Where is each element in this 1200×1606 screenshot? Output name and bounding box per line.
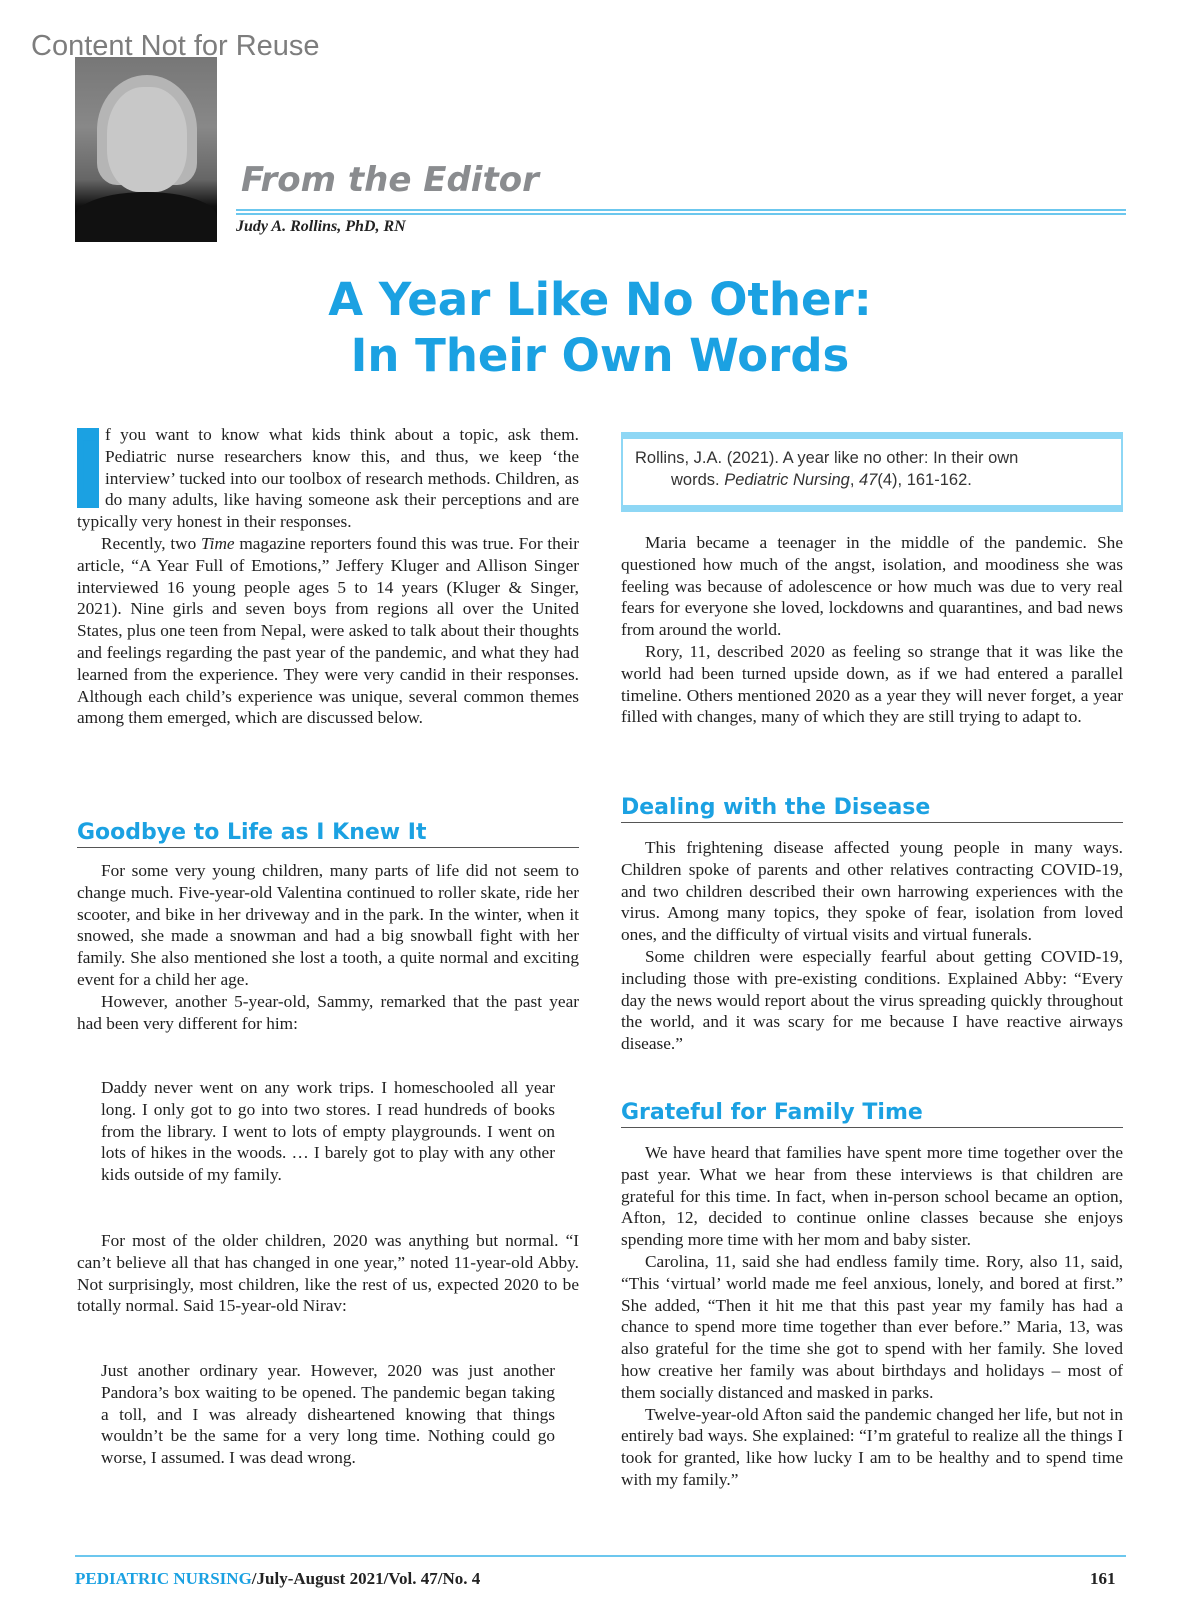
header-rule — [236, 209, 1126, 215]
article-title — [0, 272, 1200, 384]
paragraph: For most of the older children, 2020 was anything but normal. “I can’t believe all that has changed in one year,” noted 11-year-old Abby. Not surprisingly, most children, like the rest of us, expected 2020 to be totally normal. Said 15-year-old Nirav: — [77, 1231, 579, 1316]
section-1-text-2 — [77, 1230, 579, 1317]
paragraph: Maria became a teenager in the middle of the pandemic. She questioned how much of the angst, isolation, and moodiness she was feeling was because of adolescence or how much was due to very real fears for everyone she loved, lockdowns and quarantines, and bad news from around the world. — [621, 533, 1123, 640]
section-2-text — [621, 837, 1123, 1055]
citation-box: Rollins, J.A. (2021). A year like no other: In their own words. Pediatric Nursing, 47(4), 161-162. — [621, 432, 1123, 512]
footer-journal: PEDIATRIC NURSING/July-August 2021/Vol. 47/No. 4 — [75, 1569, 481, 1588]
heading-disease: Dealing with the Disease — [621, 795, 1123, 823]
heading-goodbye: Goodbye to Life as I Knew It — [77, 820, 579, 848]
drop-cap: I — [77, 427, 104, 509]
paragraph: Daddy never went on any work trips. I homeschooled all year long. I only got to go into two stores. I read hundreds of books from the library. I went to lots of empty playgrounds. I went on lots of hikes in the woods. … I barely got to play with any other kids outside of my family. — [101, 1078, 555, 1185]
intro-text — [77, 424, 579, 729]
paragraph: For some very young children, many parts of life did not seem to change much. Five-year-old Valentina continued to roller skate, ride her scooter, and bike in her driveway and in the park. In the winter, when it snowed, she made a snowman and had a big snowball fight with her family. She also mentioned she lost a tooth, a quite normal and exciting event for a child her age. — [77, 861, 579, 989]
watermark: Content Not for Reuse — [31, 30, 320, 62]
paragraph: f you want to know what kids think about a topic, ask them. Pediatric nurse researchers know this, and thus, we keep ‘the interview’ tucked into our toolbox of research methods. Children, as do many adults, like having someone ask their perceptions and are typically very honest in their responses. — [77, 425, 579, 532]
title-line-2: In Their Own Words — [350, 329, 850, 382]
section-label: From the Editor — [241, 160, 539, 200]
page-number: 161 — [1090, 1569, 1116, 1588]
paragraph: Some children were especially fearful about getting COVID-19, including those with pre-existing conditions. Explained Abby: “Every day the news would report about the virus spreading quickly throughout the world, and it was scary for me because I have reactive airways disease.” — [621, 946, 1123, 1054]
paragraph: Just another ordinary year. However, 2020 was just another Pandora’s box waiting to be opened. The pandemic began taking a toll, and I was already disheartened knowing that things wouldn’t be the same for a very long time. Nothing could go worse, I assumed. I was dead wrong. — [101, 1361, 555, 1468]
paragraph: Twelve-year-old Afton said the pandemic changed her life, but not in entirely bad ways. She explained: “I’m grateful to realize all the things I took for granted, like how lucky I am to be healthy and to spend time with my family.” — [621, 1404, 1123, 1489]
author-byline: Judy A. Rollins, PhD, RN — [236, 218, 406, 235]
heading-family: Grateful for Family Time — [621, 1100, 1123, 1128]
section-1-text — [77, 860, 579, 1034]
paragraph: Rory, 11, described 2020 as feeling so strange that it was like the world had been turned upside down, as if we had entered a parallel timeline. Others mentioned 2020 as a year they will never forget, a year filled with changes, many of which they are still trying to adapt to. — [621, 641, 1123, 727]
paragraph: Carolina, 11, said she had endless family time. Rory, also 11, said, “This ‘virtual’ world made me feel anxious, lonely, and bored at first.” She added, “Then it hit me that this past year my family has had a chance to spend more time together than ever before.” Maria, 13, was also grateful for the time she got to spend with her family. She loved how creative her family was about birthdays and holidays – most of them socially distanced and masked in parks. — [621, 1251, 1123, 1402]
title-line-1: A Year Like No Other: — [328, 273, 872, 326]
paragraph: However, another 5-year-old, Sammy, remarked that the past year had been very different for him: — [77, 991, 579, 1033]
paragraph: Recently, two Time magazine reporters found this was true. For their article, “A Year Full of Emotions,” Jeffery Kluger and Allison Singer interviewed 16 young people ages 5 to 14 years (Kluger & Singer, 2021). Nine girls and seven boys from regions all over the United States, plus one teen from Nepal, were asked to talk about their thoughts and feelings regarding the past year of the pandemic, and what they had learned from the experience. They were very candid in their responses. Although each child’s experience was unique, several common themes among them emerged, which are discussed below. — [77, 533, 579, 728]
paragraph: This frightening disease affected young people in many ways. Children spoke of parents and other relatives contracting COVID-19, and two children described their own harrowing experiences with the virus. Among many topics, they spoke of fear, isolation from loved ones, and the difficulty of virtual visits and virtual funerals. — [621, 838, 1123, 945]
blockquote-sammy — [101, 1077, 555, 1186]
section-3-text — [621, 1142, 1123, 1491]
blockquote-nirav — [101, 1360, 555, 1469]
footer-rule — [75, 1555, 1126, 1557]
right-intro-text — [621, 532, 1123, 728]
editor-photo — [75, 57, 217, 235]
paragraph: We have heard that families have spent more time together over the past year. What we hear from these interviews is that children are grateful for this time. In fact, when in-person school became an option, Afton, 12, decided to continue online classes because she enjoys spending more time with her mom and baby sister. — [621, 1143, 1123, 1250]
